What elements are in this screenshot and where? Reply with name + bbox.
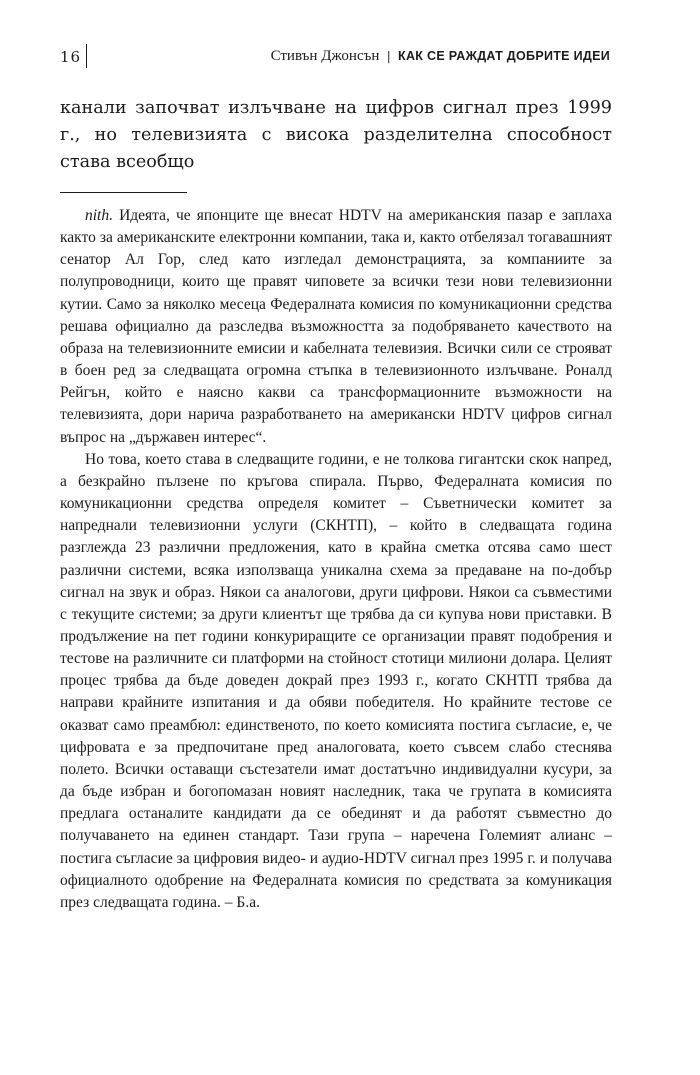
footnote-rule	[60, 192, 187, 193]
title-separator: |	[386, 49, 391, 63]
footnote-paragraph-2: Но това, което става в следващите години, е не толкова гигантски скок напред, а безкрайно пълзене по кръгова спирала. Първо, Федералната комисия по комуникационни средства определя комитет – Съветнически комитет за напреднали телевизионни услуги (СКНТП), – който в следващата година разглежда 23 различни предложения, като в крайна сметка отсява само шест различни системи, всяка използваща уникална схема за предаване на по-добър сигнал на звук и образ. Някои са аналогови, други цифрови. Някои са съвместими с текущите системи; за други клиентът ще трябва да си купува нови приставки. В продължение на пет години конкуриращите се организации правят подобрения и тестове на различните си платформи на стойност стотици милиони долара. Целият процес трябва да бъде доведен докрай през 1993 г., когато СКНТП трябва да направи крайните изпитания и да обяви победителя. Но крайните тестове се оказват само преамбюл: единственото, по което комисията постига съгласие, е, че цифровата е за предпочитане пред аналоговата, което съвсем слабо стеснява полето. Всички оставащи състезатели имат достатъчно индивидуални кусури, за да бъде избран и богопомазан новият наследник, така че групата в комисията предлага останалите кандидати да се обединят и да работят съвместно до получаването на единен стандарт. Тази група – наречена Големият алианс – постига съгласие за цифровия видео- и аудио-HDTV сигнал през 1995 г. и получава официалното одобрение на Федералната комисия по средствата за комуникация през следващата година. – Б.а.	[60, 450, 612, 911]
footnote-paragraph-1-text: Идеята, че японците ще внесат HDTV на американския пазар е заплаха както за американските електронни компании, така и, както отбелязал тогавашният сенатор Ал Гор, след като изгледал демонстрацията, за компаниите за полупроводници, които ще правят чиповете за всички тези нови телевизионни кутии. Само за няколко месеца Федералната комисия по комуникационни средства решава официално да разследва възможността за подобряването качеството на образа на телевизионните емисии и кабелната телевизия. Всички сили се строяват в боен ред за следващата огромна стъпка в телевизионното излъчване. Роналд Рейгън, който е наясно какви са трансформационните възможности на телевизията, дори нарича разработването на американски HDTV цифров сигнал въпрос на „държавен интерес“.	[60, 207, 612, 446]
page-number: 16	[60, 48, 82, 66]
book-title: КАК СЕ РАЖДАТ ДОБРИТЕ ИДЕИ	[398, 49, 610, 63]
footnote	[60, 205, 612, 914]
footnote-paragraph-1	[60, 205, 612, 449]
body-text: канали започват излъчване на цифров сигнал през 1999 г., но телевизията с висока разделителна способност става всеобщо	[60, 98, 612, 172]
running-header	[60, 44, 610, 70]
running-head	[271, 48, 610, 65]
header-divider	[86, 44, 87, 68]
author-name: Стивън Джонсън	[270, 48, 380, 64]
footnote-start-word: nith.	[85, 207, 113, 224]
